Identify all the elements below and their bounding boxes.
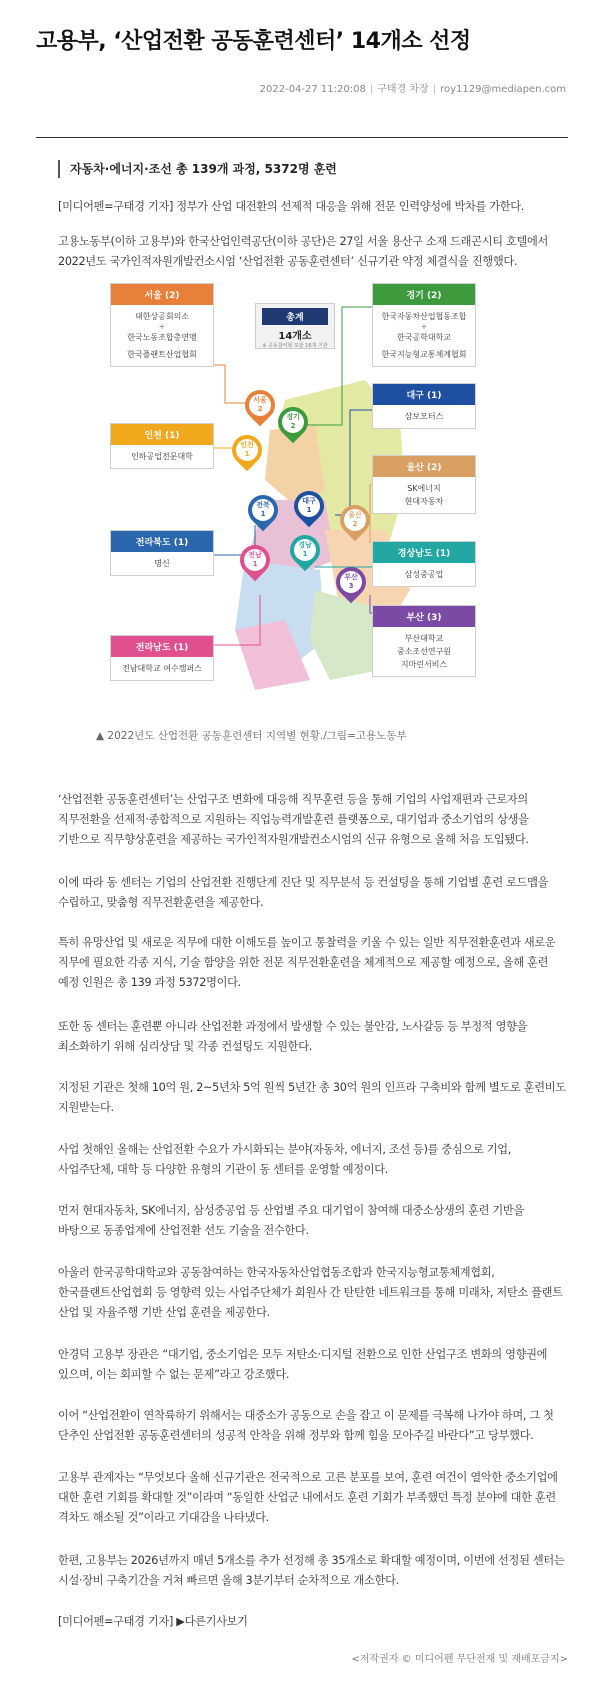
region-box-ulsan: [372, 455, 476, 514]
paragraph-7: 사업 첫해인 올해는 산업전환 수요가 가시화되는 분야(자동차, 에너지, 조선 등)를 중심으로 기업, 사업주단체, 대학 등 다양한 유형의 기관이 동 센터를 운영할 예정이다.: [58, 1143, 511, 1176]
article-datetime: 2022-04-27 11:20:08: [259, 84, 366, 95]
region-org: 중소조선연구원: [396, 647, 452, 656]
paragraph-8: 먼저 현대자동차, SK에너지, 삼성중공업 등 산업별 주요 대기업이 참여해 대중소상생의 훈련 기반을 바탕으로 동종업계에 산업전환 선도 기술을 전수한다.: [58, 1204, 524, 1237]
article-author: 구태경 차장: [377, 84, 429, 95]
pin-count: 2: [257, 405, 263, 413]
pin-count: 1: [252, 560, 258, 568]
paragraph-4: 특히 유망산업 및 새로운 직무에 대한 이해도를 높이고 통찰력을 키울 수 있는 일반 직무전환훈련과 새로운 직무에 필요한 각종 지식, 기술 함양을 위한 전문 직무전환훈련을 체계적으로 제공할 예정으로, 올해 훈련 예정 인원은 총 139 과정 5372명이다.: [58, 936, 556, 989]
paragraph-13: 한편, 고용부는 2026년까지 매년 5개소를 추가 선정해 총 35개소로 확대할 예정이며, 이번에 선정된 센터는 시설·장비 구축기간을 거쳐 빠르면 올해 3분기부터 순차적으로 개소한다.: [58, 1554, 565, 1587]
region-box-jeonnam: [110, 635, 214, 681]
region-plus: +: [158, 322, 166, 331]
region-title: 경상남도 (1): [373, 542, 475, 563]
region-org: 인하공업전문대학: [131, 452, 193, 461]
total-label: 총계: [262, 308, 328, 325]
article-title: 고용부, ‘산업전환 공동훈련센터’ 14개소 선정: [36, 29, 471, 54]
paragraph-6: 지정된 기관은 첫해 10억 원, 2~5년차 5억 원씩 5년간 총 30억 원의 인프라 구축비와 함께 별도로 훈련비도 지원받는다.: [58, 1081, 566, 1114]
region-org: 명신: [154, 559, 170, 568]
pin-label: 서울: [253, 396, 267, 404]
pin-label: 부산: [344, 573, 358, 581]
region-org: 대한상공회의소: [134, 312, 190, 321]
total-count-box: [255, 303, 335, 349]
region-box-incheon: [110, 423, 214, 469]
author-email[interactable]: roy1129@mediapen.com: [440, 84, 566, 95]
region-title: 경기 (2): [373, 284, 475, 305]
byline-row: [58, 1612, 568, 1632]
total-note: ※ 공동참여형 포함 16개 기관: [262, 343, 328, 349]
title-divider: [36, 137, 568, 138]
paragraph-9: 아울러 한국공학대학교와 공동참여하는 한국자동차산업협동조합과 한국지능형교통체계협회, 한국플랜트산업협회 등 영향력 있는 사업주단체가 회원사 간 탄탄한 네트워크를 통해 미래차, 저탄소 플랜트 산업 및 자율주행 기반 산업 훈련을 제공한다.: [58, 1266, 563, 1319]
paragraph-12: 고용부 관계자는 “무엇보다 올해 신규기관은 전국적으로 고른 분포를 보여, 훈련 여건이 열악한 중소기업에 대한 훈련 기회를 확대할 것”이라며 “동일한 산업군 내에서도 훈련 기회가 부족했던 특정 분야에 대한 훈련 격차도 해소될 것”이라고 기대감을 나타냈다.: [58, 1471, 558, 1524]
region-org: SK에너지: [407, 484, 441, 493]
region-title: 서울 (2): [111, 284, 213, 305]
region-title: 전라남도 (1): [111, 636, 213, 657]
pin-label: 인천: [240, 441, 254, 449]
paragraph-5: 또한 동 센터는 훈련뿐 아니라 산업전환 과정에서 발생할 수 있는 불안감, 노사갈등 등 부정적 영향을 최소화하기 위해 심리상담 및 각종 컨설팅도 지원한다.: [58, 1020, 528, 1053]
region-org: 현대자동차: [404, 497, 444, 506]
region-box-jeonbuk: [110, 530, 214, 576]
region-box-seoul: [110, 283, 214, 367]
pin-label: 경남: [298, 541, 312, 549]
region-org: 한국플랜트산업협회: [127, 350, 197, 359]
region-org: 부산대학교: [404, 634, 444, 643]
figure-caption: ▲ 2022년도 산업전환 공동훈련센터 지역별 현황./그림=고용노동부: [96, 730, 407, 742]
more-articles-link[interactable]: ▶다른기사보기: [176, 1615, 248, 1628]
pin-count: 2: [352, 520, 358, 528]
region-box-gyeonggi: [372, 283, 476, 367]
paragraph-2: ‘산업전환 공동훈련센터’는 산업구조 변화에 대응해 직무훈련 등을 통해 기업의 사업재편과 근로자의 직무전환을 선제적·종합적으로 지원하는 직업능력개발훈련 플랫폼으로, 대기업과 중소기업의 상생을 기반으로 직무향상훈련을 제공하는 국가인적자원개발컨소시엄의 신규 유형으로 올해 처음 도입됐다.: [58, 793, 529, 846]
paragraph-11: 이어 “산업전환이 연착륙하기 위해서는 대중소가 공동으로 손을 잡고 이 문제를 극복해 나가야 하며, 그 첫 단추인 산업전환 공동훈련센터의 성공적 안착을 위해 정부와 함께 힘을 모아주길 바란다”고 당부했다.: [58, 1409, 554, 1442]
byline: [미디어펜=구태경 기자]: [58, 1615, 174, 1628]
copyright-notice: <저작권자 © 미디어펜 무단전재 및 재배포금지>: [351, 1654, 568, 1665]
region-title: 울산 (2): [373, 456, 475, 477]
article-subheadline: 자동차·에너지·조선 총 139개 과정, 5372명 훈련: [58, 160, 337, 178]
pin-count: 2: [290, 422, 296, 430]
region-org: 한국자동차산업협동조합: [381, 312, 467, 321]
region-org: 한국지능형교통체계협회: [381, 350, 467, 359]
region-org: 한국노동조합총연맹: [127, 333, 197, 342]
paragraph-10: 안경덕 고용부 장관은 “대기업, 중소기업은 모두 저탄소·디지털 전환으로 인한 산업구조 변화의 영향권에 있으며, 이는 회피할 수 없는 문제”라고 강조했다.: [58, 1348, 548, 1381]
article-meta: 2022-04-27 11:20:08 | 구태경 차장 | roy1129@mediapen.com: [259, 84, 566, 95]
region-title: 인천 (1): [111, 424, 213, 445]
region-box-busan: [372, 605, 476, 677]
pin-count: 1: [260, 510, 266, 518]
pin-label: 전남: [248, 551, 262, 559]
pin-count: 3: [348, 582, 354, 590]
region-org: 삼보모터스: [404, 412, 444, 421]
region-title: 대구 (1): [373, 384, 475, 405]
paragraph-3: 이에 따라 동 센터는 기업의 산업전환 진행단계 진단 및 직무분석 등 컨설팅을 통해 기업별 훈련 로드맵을 수립하고, 맞춤형 직무전환훈련을 제공한다.: [58, 876, 549, 909]
pin-label: 울산: [348, 511, 362, 519]
regional-status-infographic: [110, 291, 510, 725]
pin-count: 1: [302, 550, 308, 558]
pin-label: 대구: [302, 497, 316, 505]
pin-label: 경기: [286, 413, 300, 421]
region-box-gyeongnam: [372, 541, 476, 587]
region-title: 부산 (3): [373, 606, 475, 627]
region-org: 한국공학대학교: [396, 333, 452, 342]
total-count: 14개소: [278, 331, 312, 342]
region-box-daegu: [372, 383, 476, 429]
region-org: 삼성중공업: [404, 570, 444, 579]
region-plus: +: [420, 322, 428, 331]
region-org: 전남대학교 여수캠퍼스: [122, 664, 202, 673]
pin-count: 1: [244, 450, 250, 458]
pin-label: 전북: [256, 501, 270, 509]
paragraph-1: 고용노동부(이하 고용부)와 한국산업인력공단(이하 공단)은 27일 서울 용산구 소재 드래곤시티 호텔에서 2022년도 국가인적자원개발컨소시엄 ‘산업전환 공동훈련센터’ 신규기관 약정 체결식을 진행했다.: [58, 235, 548, 268]
region-title: 전라북도 (1): [111, 531, 213, 552]
region-org: 지마린서비스: [400, 660, 448, 669]
paragraph-lead: [미디어펜=구태경 기자] 정부가 산업 대전환의 선제적 대응을 위해 전문 인력양성에 박차를 가한다.: [58, 200, 525, 213]
pin-count: 1: [306, 506, 312, 514]
